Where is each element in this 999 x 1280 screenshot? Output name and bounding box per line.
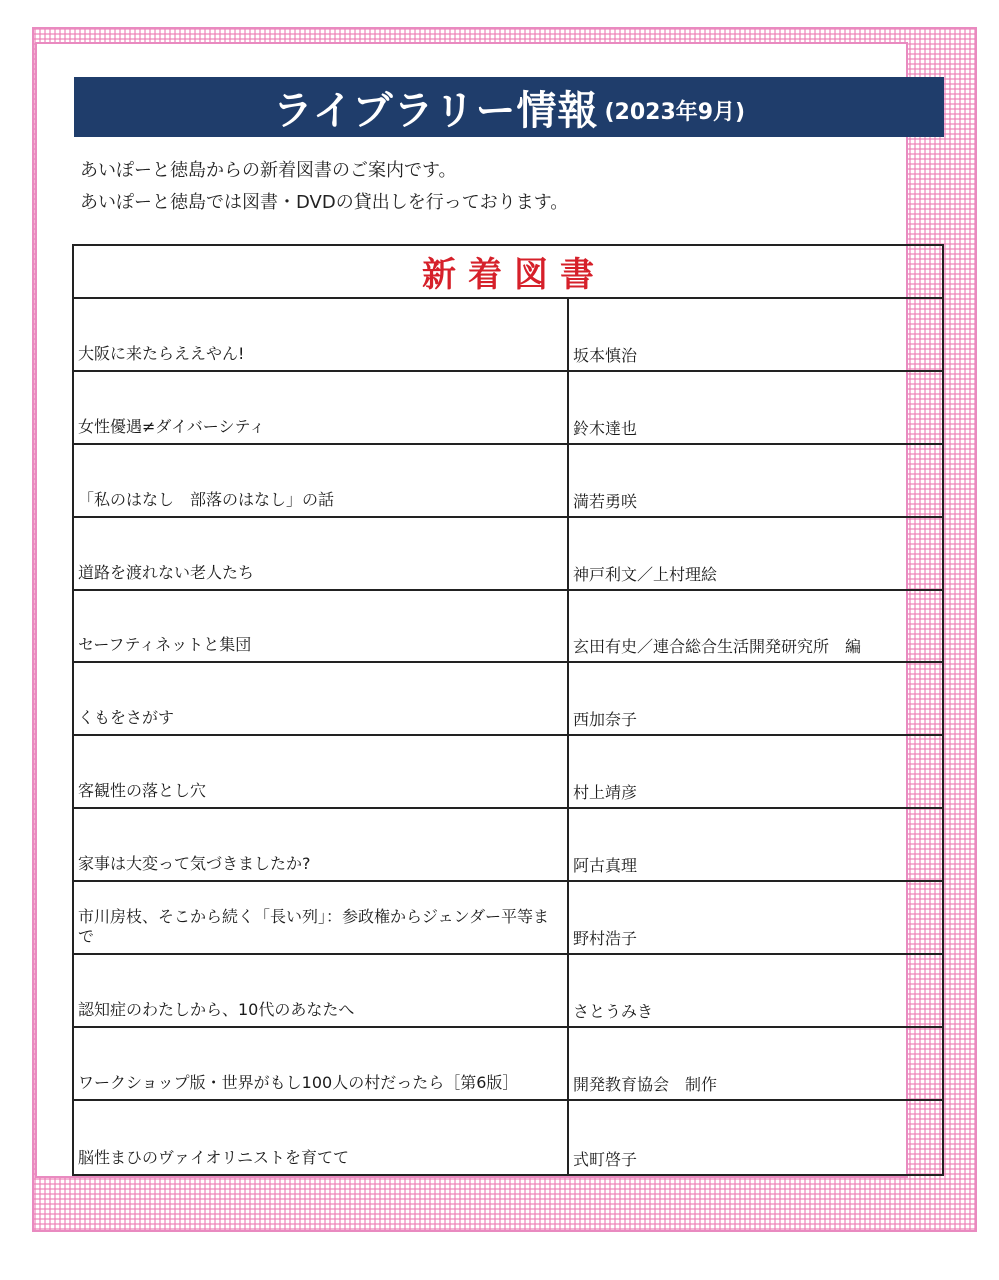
book-title: 市川房枝、そこから続く「長い列」：参政権からジェンダー平等まで [74, 882, 569, 953]
table-row [74, 372, 942, 445]
book-title: 認知症のわたしから、10代のあなたへ [74, 955, 569, 1026]
table-row [74, 518, 942, 591]
table-row [74, 299, 942, 372]
book-author: 野村浩子 [573, 929, 638, 949]
book-author: 玄田有史／連合総合生活開発研究所 編 [573, 637, 862, 657]
table-row [74, 591, 942, 664]
book-author: さとうみき [573, 1001, 654, 1021]
new-books-table [72, 244, 944, 1176]
table-row [74, 663, 942, 736]
table-heading [74, 246, 942, 299]
table-row [74, 1101, 942, 1174]
book-author: 満若勇咲 [573, 491, 638, 511]
book-author: 神戸利文／上村理絵 [573, 564, 718, 584]
table-row [74, 955, 942, 1028]
book-title: 女性優遇≠ダイバーシティ [74, 372, 569, 443]
title-banner [74, 77, 944, 137]
page-title: ライブラリー情報 [272, 87, 599, 134]
book-title: くもをさがす [74, 663, 569, 734]
intro-text [80, 155, 940, 219]
book-author: 西加奈子 [573, 710, 638, 730]
table-row [74, 882, 942, 955]
book-author: 阿古真理 [573, 856, 638, 876]
table-row [74, 809, 942, 882]
book-title: 家事は大変って気づきましたか? [74, 809, 569, 880]
book-author: 開発教育協会 制作 [573, 1074, 718, 1094]
book-title: セーフティネットと集団 [74, 591, 569, 662]
page-date: (2023年9月) [604, 99, 746, 125]
book-title: 大阪に来たらええやん! [74, 299, 569, 370]
intro-line-2: あいぽーと徳島では図書・DVDの貸出しを行っております。 [80, 192, 569, 213]
table-row [74, 736, 942, 809]
intro-line-1: あいぽーと徳島からの新着図書のご案内です。 [80, 160, 457, 181]
book-title: 「私のはなし 部落のはなし」の話 [74, 445, 569, 516]
book-title: 道路を渡れない老人たち [74, 518, 569, 589]
book-title: 脳性まひのヴァイオリニストを育てて [74, 1101, 569, 1174]
table-heading-label: 新着図書 [422, 255, 606, 295]
book-author: 坂本慎治 [573, 345, 638, 365]
table-row [74, 1028, 942, 1101]
book-author: 式町啓子 [573, 1149, 638, 1169]
book-title: ワークショップ版・世界がもし100人の村だったら［第6版］ [74, 1028, 569, 1099]
book-title: 客観性の落とし穴 [74, 736, 569, 807]
book-author: 村上靖彦 [573, 783, 638, 803]
book-author: 鈴木達也 [573, 418, 638, 438]
table-row [74, 445, 942, 518]
